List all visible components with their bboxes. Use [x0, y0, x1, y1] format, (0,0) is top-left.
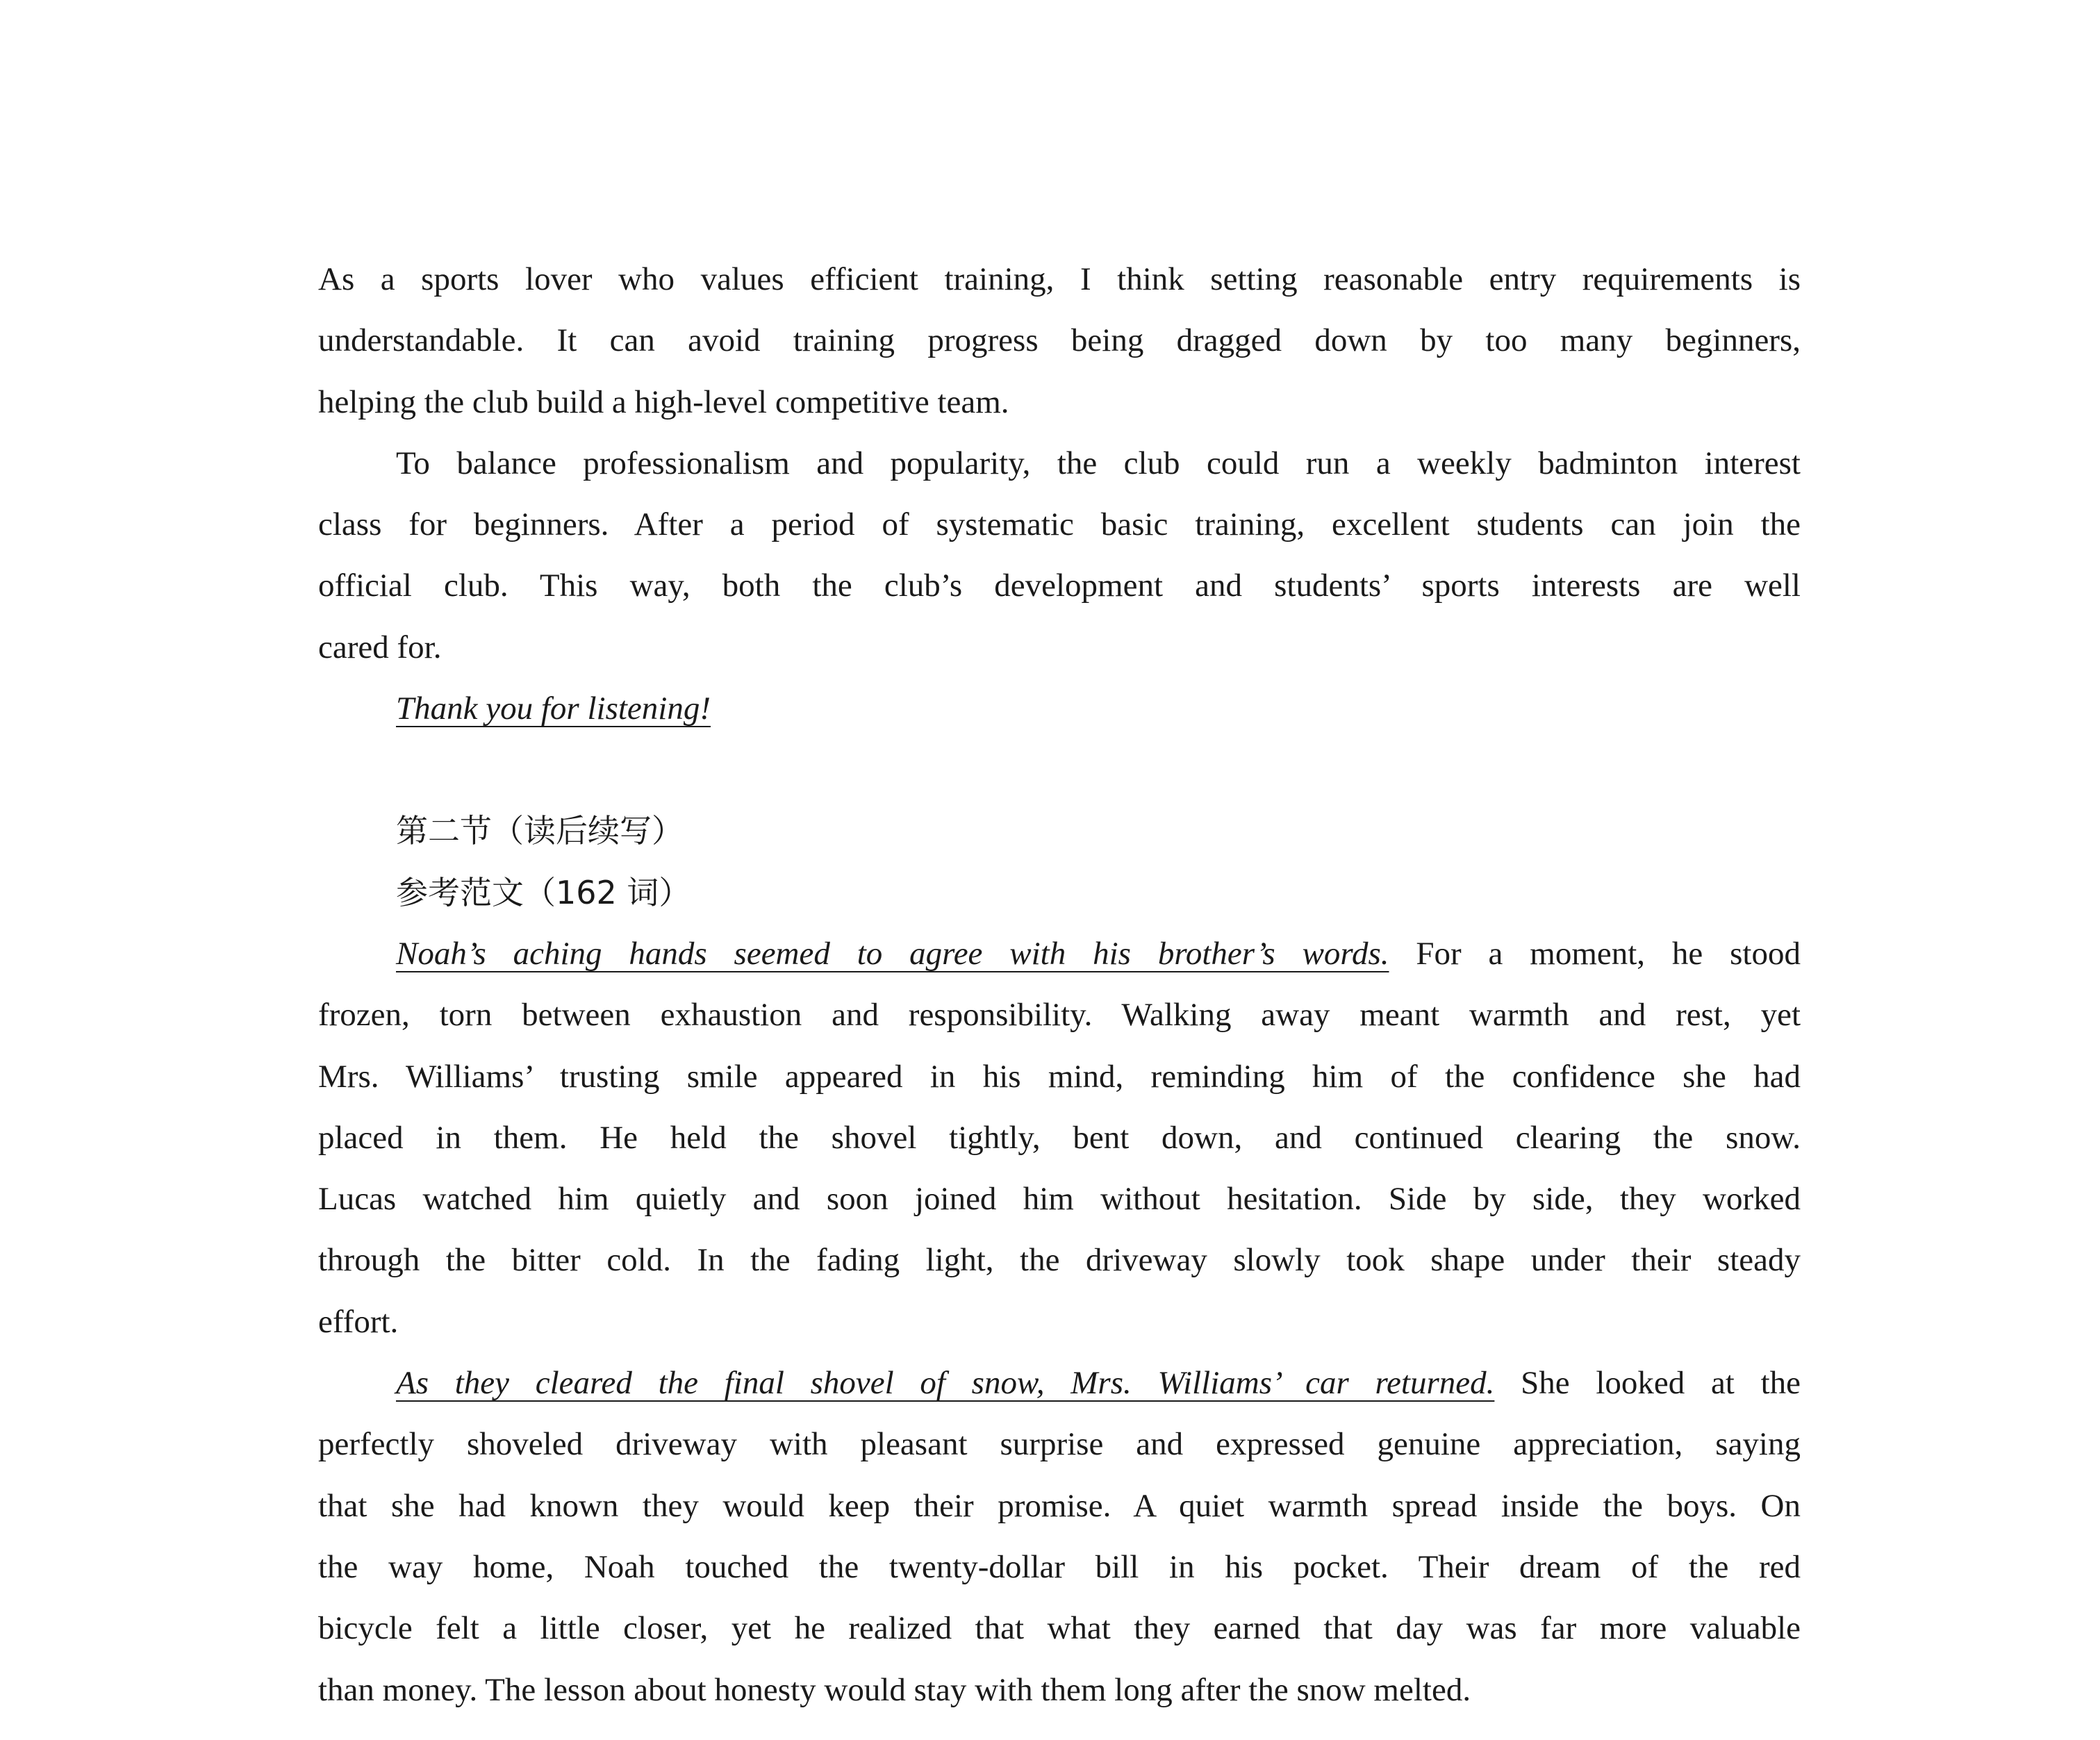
closing-wrapper: [318, 678, 1801, 739]
text-line: effort.: [318, 1303, 399, 1340]
closing-text: Thank you for listening!: [396, 690, 711, 727]
text-line: [318, 1352, 1801, 1414]
section-subheading: 参考范文（162 词）: [396, 873, 691, 911]
paragraph-opinion: [318, 249, 1801, 433]
text-segment: She looked at the: [1494, 1365, 1801, 1402]
text-line: Lucas watched him quietly and soon joined him without hesitation. Side by side, they worked: [318, 1181, 1801, 1218]
given-sentence-2: As they cleared the final shovel of snow, Mrs. Williams’ car returned.: [396, 1365, 1495, 1402]
text-line: cared for.: [318, 629, 442, 665]
section-gap: [318, 739, 1801, 800]
text-line: official club. This way, both the club’s development and students’ sports interests are well: [318, 567, 1801, 604]
text-line: perfectly shoveled driveway with pleasant surprise and expressed genuine appreciation, saying: [318, 1426, 1801, 1463]
text-line: frozen, torn between exhaustion and responsibility. Walking away meant warmth and rest, yet: [318, 997, 1801, 1034]
text-line: Mrs. Williams’ trusting smile appeared in his mind, reminding him of the confidence she had: [318, 1058, 1801, 1095]
text-line: [318, 923, 1801, 984]
text-line: helping the club build a high-level competitive team.: [318, 383, 1009, 420]
text-line: bicycle felt a little closer, yet he realized that what they earned that day was far more valuable: [318, 1610, 1801, 1647]
text-line: placed in them. He held the shovel tightly, bent down, and continued clearing the snow.: [318, 1119, 1801, 1156]
text-line: the way home, Noah touched the twenty-dollar bill in his pocket. Their dream of the red: [318, 1548, 1801, 1585]
text-line: than money. The lesson about honesty would stay with them long after the snow melted.: [318, 1671, 1471, 1708]
text-segment: For a moment, he stood: [1389, 935, 1801, 972]
given-sentence-1: Noah’s aching hands seemed to agree with his brother’s words.: [396, 935, 1389, 972]
text-line: through the bitter cold. In the fading light, the driveway slowly took shape under their steady: [318, 1242, 1801, 1279]
text-line: To balance professionalism and popularity, the club could run a weekly badminton interest: [396, 445, 1801, 481]
text-line: class for beginners. After a period of systematic basic training, excellent students can join the: [318, 506, 1801, 543]
section-heading: 第二节（读后续写）: [396, 812, 684, 850]
paragraph-continuation-1: [318, 923, 1801, 1352]
text-line: As a sports lover who values efficient training, I think setting reasonable entry requirements is: [318, 261, 1801, 297]
closing-line: [318, 678, 1801, 739]
paragraph-suggestion: [318, 433, 1801, 678]
text-line: understandable. It can avoid training progress being dragged down by too many beginners,: [318, 322, 1801, 359]
document-page: [318, 249, 1801, 1721]
paragraph-continuation-2: [318, 1352, 1801, 1721]
text-line: that she had known they would keep their promise. A quiet warmth spread inside the boys. On: [318, 1487, 1801, 1524]
